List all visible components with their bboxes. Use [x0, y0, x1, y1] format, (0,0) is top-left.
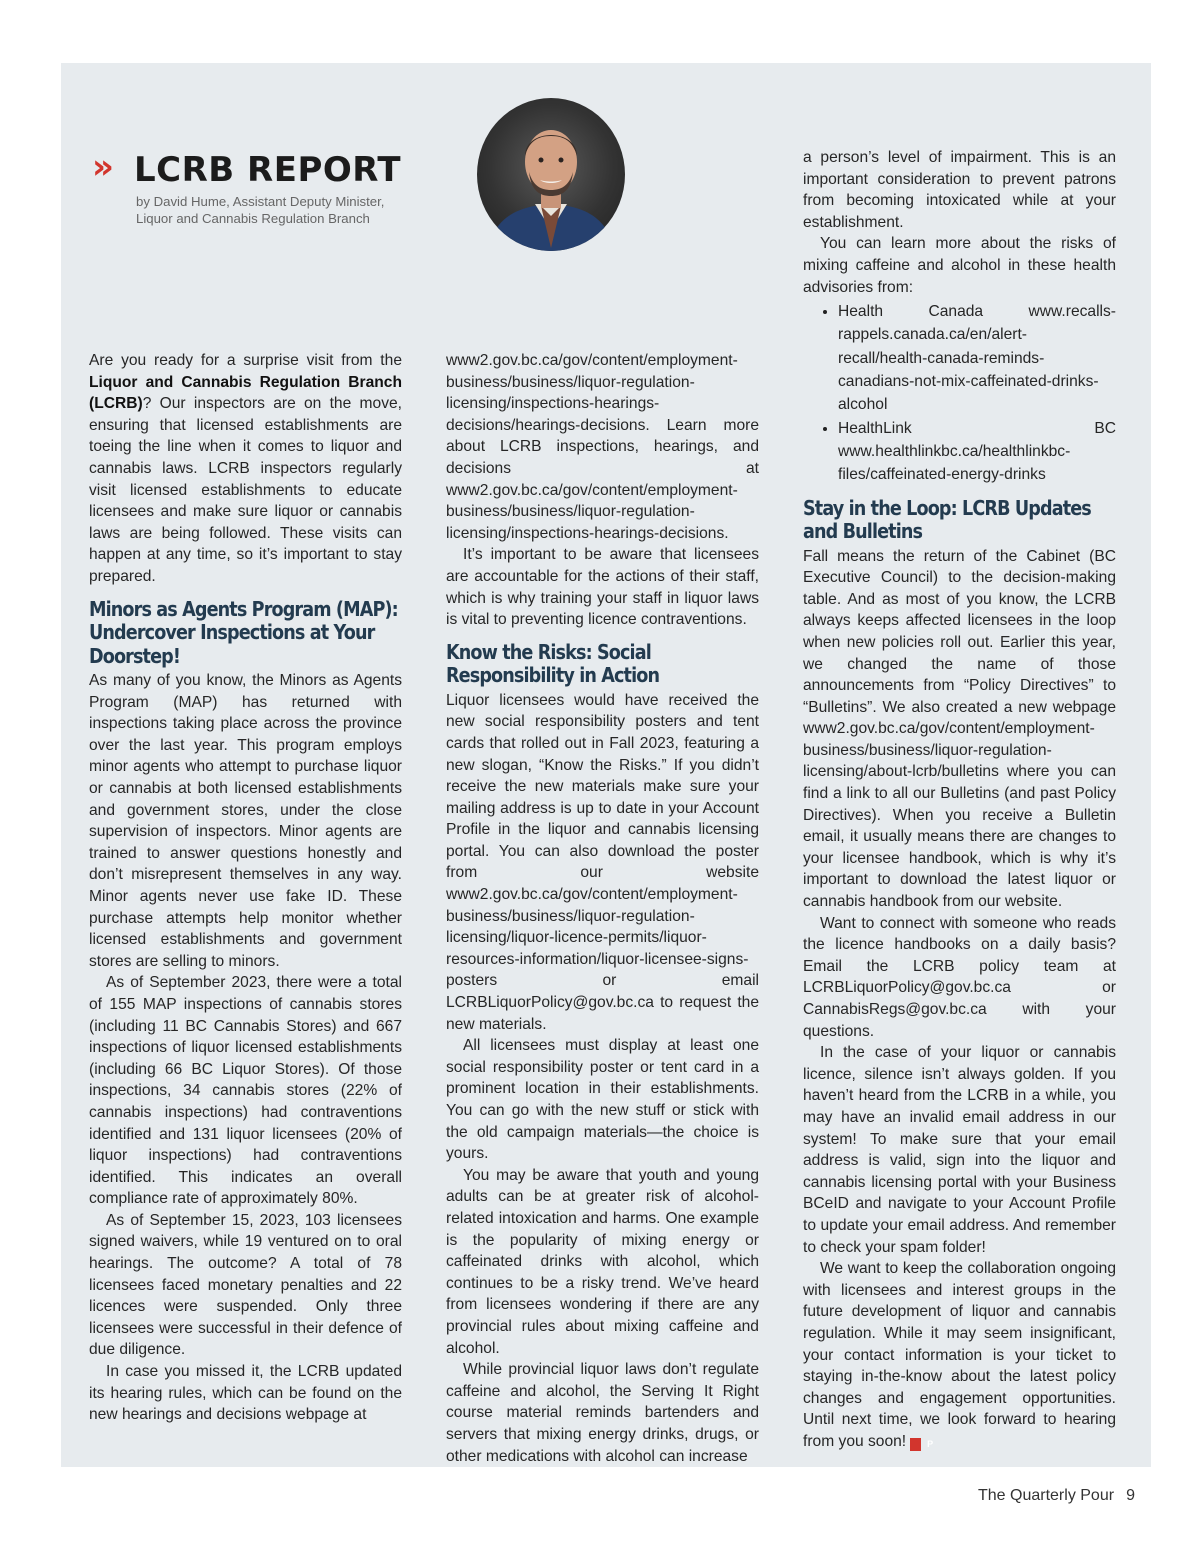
section-heading-stay-in-the-loop: Stay in the Loop: LCRB Updates and Bulletins: [803, 495, 1091, 544]
paragraph: All licensees must display at least one social responsibility poster or tent card in a prominent location in their establishments. You can go with the new stuff or stick with the old campaign materials—the choice is yours.: [446, 1037, 759, 1163]
paragraph: Fall means the return of the Cabinet (BC Executive Council) to the decision-making table. And as most of you know, the LCRB always keeps affected licensees in the loop when new policies roll out. Earlier this year, we changed the name of those announcements from “Policy Directives” to “Bulletins”. We also created a new webpage www2.gov.bc.ca/gov/content/employment-business/business/liquor-regulation-licensing/about-lcrb/bulletins where you can find a link to all our Bulletins (and past Policy Directives). When you receive a Bulletin email, it usually means there are changes to your licensee handbook, which is why it’s important to download the latest liquor or cannabis handbook from our website.: [803, 547, 1116, 911]
paragraph: a person’s level of impairment. This is an important consideration to prevent patrons from becoming intoxicated while at your establishment.: [803, 149, 1116, 231]
intro-paragraph: Are you ready for a surprise visit from the Liquor and Cannabis Regulation Branch (LCRB)? Our inspectors are on the move, ensuring that licensed establishments are toeing the line when it comes to liquor and cannabis laws. LCRB inspectors regularly visit licensed establishments to educate licensees and make sure liquor or cannabis laws are being followed. These visits can happen at any time, so it’s important to stay prepared.: [89, 352, 402, 585]
paragraph: Liquor licensees would have received the new social responsibility posters and tent cards that rolled out in Fall 2023, featuring a new slogan, “Know the Risks.” If you didn’t receive the new materials make sure your mailing address is up to date in your Account Profile in the liquor and cannabis licensing portal. You can also download the poster from our website www2.gov.bc.ca/gov/content/employment-business/business/liquor-regulation-licensing/liquor-licence-permits/liquor-resources-information/liquor-licensee-signs-posters or email LCRBLiquorPolicy@gov.bc.ca to request the new materials.: [446, 691, 759, 1033]
publication-name: The Quarterly Pour: [978, 1487, 1115, 1504]
paragraph: Want to connect with someone who reads the licence handbooks on a daily basis? Email the LCRB policy team at LCRBLiquorPolicy@gov.bc.ca or CannabisRegs@gov.bc.ca with your questions.: [803, 914, 1116, 1040]
paragraph: It’s important to be aware that licensees are accountable for the actions of their staff, which is why training your staff in liquor laws is vital to preventing licence contraventions.: [446, 546, 759, 629]
closing-paragraph: We want to keep the collaboration ongoing with licensees and interest groups in the future development of liquor and cannabis regulation. While it may seem insignificant, your contact information is your ticket to staying in-the-know about the latest policy changes and engagement opportunities. Until next time, we look forward to hearing from you soon! P: [803, 1260, 1116, 1450]
author-portrait: [477, 98, 625, 251]
paragraph: As of September 2023, there were a total of 155 MAP inspections of cannabis stores (including 11 BC Cannabis Stores) and 667 inspections of liquor licensed establishments (including 66 BC Liquor Stores). Of those inspections, 34 cannabis stores (22% of cannabis inspections) had contraventions identified and 131 liquor licensees (20% of liquor inspections) had contraventions identified. This indicates an overall compliance rate of approximately 80%.: [89, 974, 402, 1208]
paragraph: While provincial liquor laws don’t regulate caffeine and alcohol, the Serving It Right course material reminds bartenders and servers that mixing energy drinks, drugs, or other medications with alcohol can increase: [446, 1361, 759, 1465]
paragraph: You can learn more about the risks of mixing caffeine and alcohol in these health advisories from:: [803, 235, 1116, 296]
column-2: [446, 350, 759, 1467]
list-item: • HealthLink BC www.healthlinkbc.ca/healthlinkbc-files/caffeinated-energy-drinks: [838, 417, 1116, 487]
end-of-article-icon: P: [910, 1438, 921, 1451]
paragraph: In case you missed it, the LCRB updated its hearing rules, which can be found on the new hearings and decisions webpage at: [89, 1363, 402, 1424]
byline-line-1: by David Hume, Assistant Deputy Minister,: [136, 194, 385, 209]
list-item: • Health Canada www.recalls-rappels.canada.ca/en/alert-recall/health-canada-reminds-canadians-not-mix-caffeinated-drinks-alcohol: [838, 300, 1116, 416]
chevron-double-right-icon: »: [92, 147, 106, 187]
column-3: [803, 147, 1116, 1452]
paragraph: As of September 15, 2023, 103 licensees signed waivers, while 19 ventured on to oral hearings. The outcome? A total of 78 licensees faced monetary penalties and 22 licences were suspended. Only three licensees were successful in their defence of due diligence.: [89, 1211, 402, 1359]
paragraph: www2.gov.bc.ca/gov/content/employment-business/business/liquor-regulation-licensing/inspections-hearings-decisions/hearings-decisions. Learn more about LCRB inspections, hearings, and decisions at www2.gov.bc.ca/gov/content/employment-business/business/liquor-regulation-licensing/inspections-hearings-decisions.: [446, 352, 759, 542]
advisory-list: [803, 300, 1116, 486]
paragraph: As many of you know, the Minors as Agents Program (MAP) has returned with inspections taking place across the province over the last year. This program employs minor agents who attempt to purchase liquor or cannabis at both licensed establishments and government stores, under the close supervision of inspectors. Minor agents are trained to answer questions honestly and don’t misrepresent themselves in any way. Minor agents never use fake ID. These purchase attempts help monitor whether licensed establishments and government stores are selling to minors.: [89, 672, 402, 970]
lcrb-bold-name: Liquor and Cannabis Regulation Branch (LCRB): [89, 373, 402, 413]
byline: [136, 194, 456, 227]
portrait-illustration: [477, 98, 625, 251]
page-footer: [978, 1486, 1135, 1506]
paragraph: In the case of your liquor or cannabis licence, silence isn’t always golden. If you haven’t heard from the LCRB in a while, you may have an invalid email address in our system! To make sure that your email address is valid, sign into the liquor and cannabis licensing portal with your Business BCeID and navigate to your Account Profile to update your email address. And remember to check your spam folder!: [803, 1044, 1116, 1256]
section-heading-know-the-risks: Know the Risks: Social Responsibility in Action: [446, 639, 660, 688]
byline-line-2: Liquor and Cannabis Regulation Branch: [136, 210, 370, 226]
paragraph: You may be aware that youth and young adults can be at greater risk of alcohol-related intoxication and harms. One example is the popularity of mixing energy or caffeinated drinks with alcohol, which continues to be a risky trend. We’ve heard from licensees wondering if there are any provincial rules about mixing caffeine and alcohol.: [446, 1166, 759, 1357]
column-1: [89, 350, 402, 1426]
article-title: LCRB REPORT: [134, 150, 402, 190]
page-number: 9: [1126, 1487, 1135, 1504]
section-heading-map: Minors as Agents Program (MAP): Undercover Inspections at Your Doorstep!: [89, 596, 398, 668]
